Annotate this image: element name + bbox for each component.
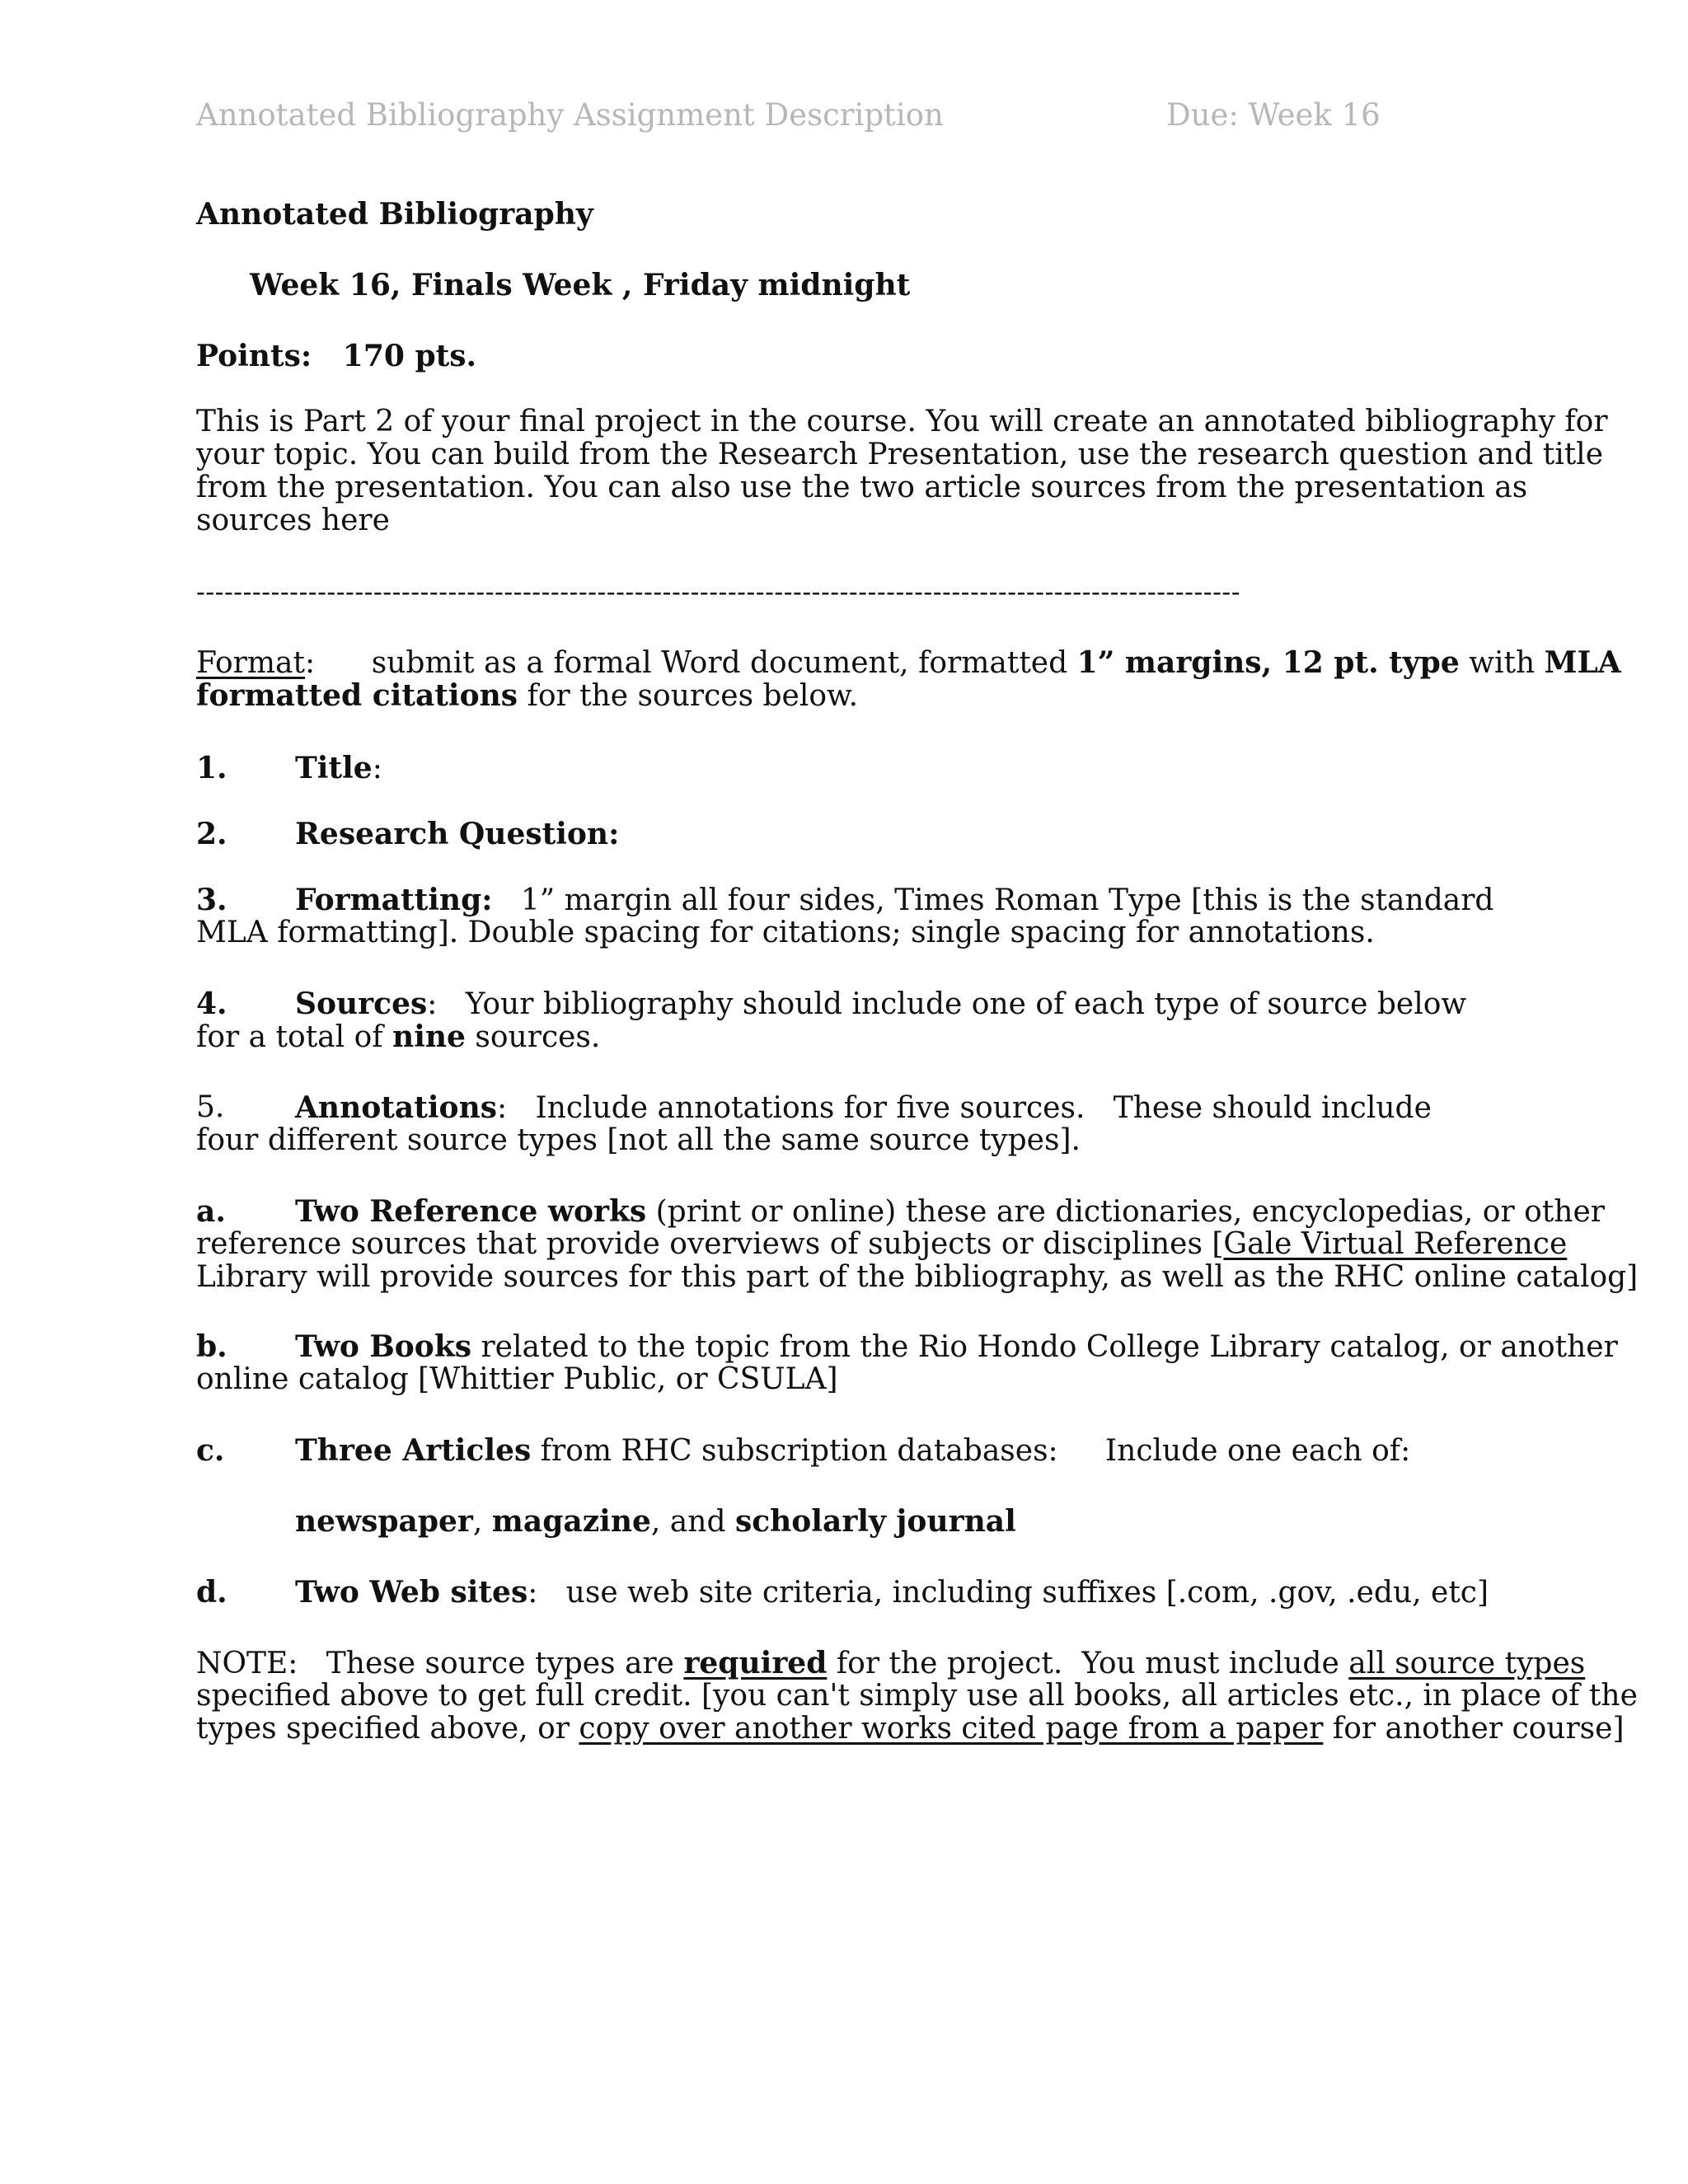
subitem-d-letter: d. <box>196 1575 227 1610</box>
item-research-question: Research Question: <box>295 817 620 851</box>
points-label: Points: <box>196 339 312 373</box>
item-formatting-line-2: MLA formatting]. Double spacing for citations; single spacing for annotations. <box>196 916 1375 949</box>
subitem-a-line-3: Library will provide sources for this part of the bibliography, as well as the RHC online catalog] <box>196 1260 1639 1294</box>
points-value: 170 pts. <box>342 339 477 373</box>
item-sources: Sources: Your bibliography should include one of each type of source below <box>295 987 1467 1021</box>
format-line-1: Format: submit as a formal Word document, formatted 1” margins, 12 pt. type with MLA <box>196 645 1621 680</box>
note-line-2: specified above to get full credit. [you can't simply use all books, all articles etc., in place of the <box>196 1679 1638 1713</box>
intro-line-3: from the presentation. You can also use the two article sources from the presentation as <box>196 471 1528 504</box>
due-date-subheading: Week 16, Finals Week , Friday midnight <box>250 268 911 302</box>
item-sources-line-2: for a total of nine sources. <box>196 1019 601 1054</box>
document-heading: Annotated Bibliography <box>196 197 593 232</box>
subitem-web-sites: Two Web sites: use web site criteria, including suffixes [.com, .gov, .edu, etc] <box>295 1575 1489 1610</box>
format-label: Format <box>196 646 305 680</box>
subitem-a-line-2: reference sources that provide overviews of subjects or disciplines [Gale Virtual Reference <box>196 1227 1568 1261</box>
subitem-b-line-2: online catalog [Whittier Public, or CSULA] <box>196 1362 838 1396</box>
subitem-b-letter: b. <box>196 1329 227 1364</box>
intro-line-1: This is Part 2 of your final project in the course. You will create an annotated bibliography for <box>196 405 1608 438</box>
item-annotations: Annotations: Include annotations for five sources. These should include <box>295 1090 1432 1125</box>
header-due: Due: Week 16 <box>1166 97 1381 133</box>
note-line-1: NOTE: These source types are required for the project. You must include all source types <box>196 1646 1586 1680</box>
required-emphasis: required <box>683 1646 828 1680</box>
points-line <box>196 340 476 373</box>
item-5-number: 5. <box>196 1090 225 1124</box>
subitem-articles: Three Articles from RHC subscription databases: Include one each of: <box>295 1433 1411 1468</box>
item-3-number: 3. <box>196 883 227 917</box>
format-margins-text: 1” margins, 12 pt. type <box>1076 645 1460 680</box>
item-formatting: Formatting: 1” margin all four sides, Times Roman Type [this is the standard <box>295 883 1494 917</box>
item-2-number: 2. <box>196 817 227 851</box>
format-line-2: formatted citations for the sources below. <box>196 678 859 713</box>
format-citations-text: formatted citations <box>196 678 518 713</box>
gale-virtual-reference-link[interactable]: Gale Virtual Reference <box>1223 1227 1568 1261</box>
header-title: Annotated Bibliography Assignment Description <box>196 97 944 133</box>
item-title: Title: <box>295 751 382 785</box>
note-line-3: types specified above, or copy over another works cited page from a paper for another course] <box>196 1712 1625 1746</box>
subitem-books: Two Books related to the topic from the Rio Hondo College Library catalog, or another <box>295 1329 1618 1364</box>
subitem-a-letter: a. <box>196 1194 226 1229</box>
item-4-number: 4. <box>196 987 227 1021</box>
item-1-number: 1. <box>196 751 227 785</box>
article-types-line: newspaper, magazine, and scholarly journal <box>295 1504 1016 1539</box>
intro-line-2: your topic. You can build from the Research Presentation, use the research question and title <box>196 438 1603 471</box>
item-annotations-line-2: four different source types [not all the same source types]. <box>196 1123 1081 1157</box>
subitem-reference-works: Two Reference works (print or online) these are dictionaries, encyclopedias, or other <box>295 1194 1605 1229</box>
subitem-c-letter: c. <box>196 1433 225 1468</box>
intro-line-4: sources here <box>196 504 390 537</box>
dashed-divider: ---------------------------------------------------------------------------------------------------------------- <box>196 576 1240 607</box>
